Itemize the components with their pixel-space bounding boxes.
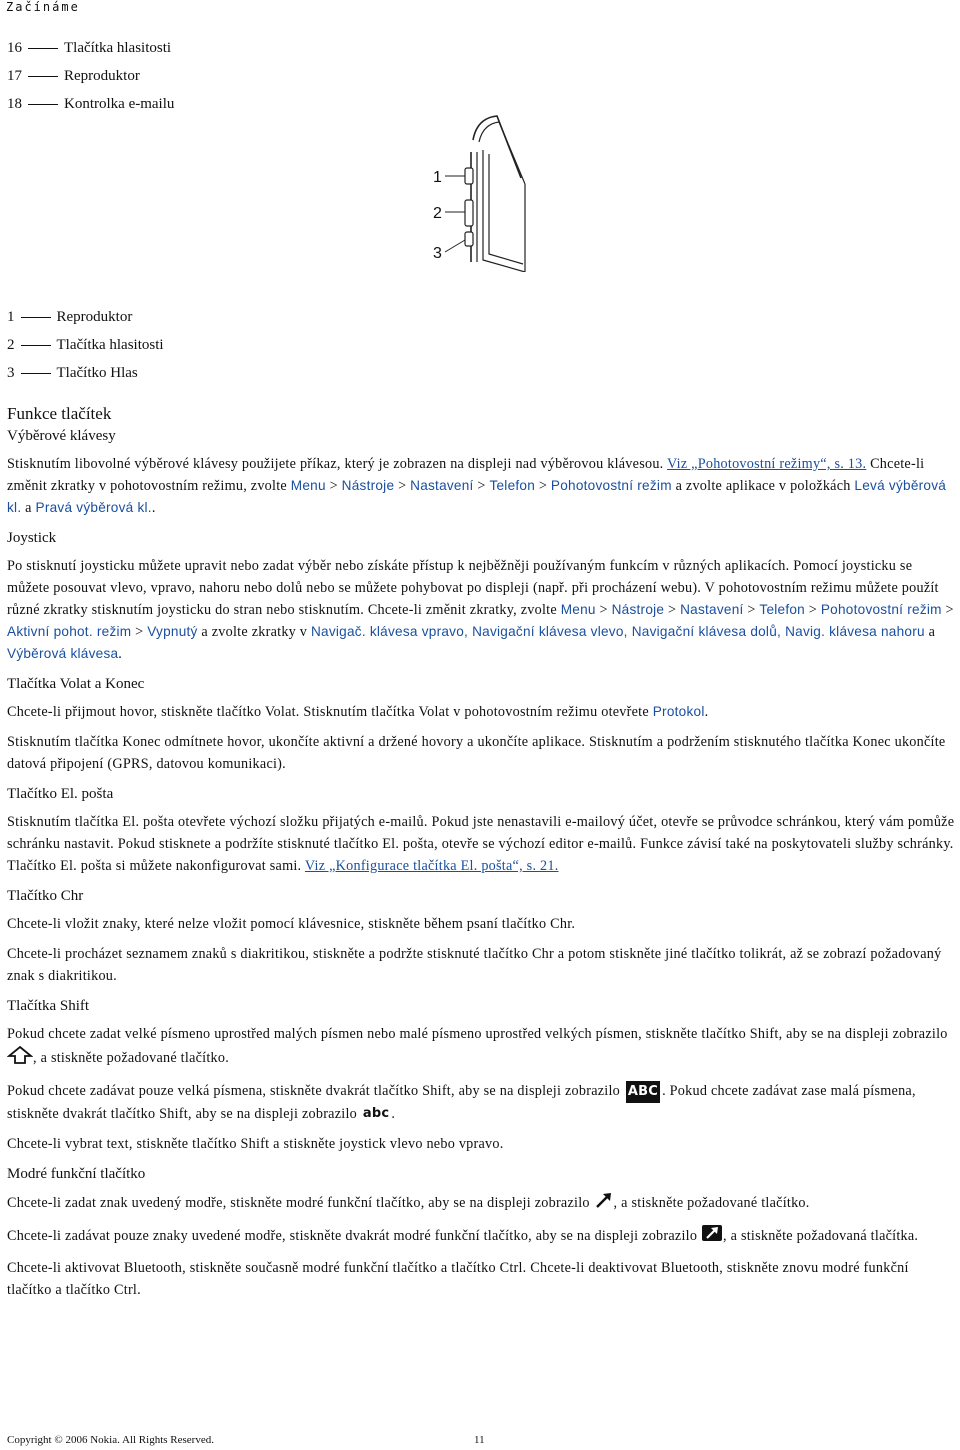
abc-lowercase-icon: abc bbox=[362, 1106, 390, 1122]
paragraph-el-posta: Stisknutím tlačítka El. pošta otevřete výchozí složku přijatých e-mailů. Pokud jste nenastavili e-mailový účet, otevře se průvodce schránkou, který vám pomůže schránku nastavit. Pokud stisknete a podržíte stisknuté tlačítko El. pošta, otevře se výchozí editor e-mailů. Funkce závisí také na poskytovateli služby schránky. Tlačítko El. pošta si můžete nakonfigurovat sami. Viz „Konfigurace tlačítka El. pošta“, s. 21. bbox=[7, 814, 955, 874]
link-pohotovostni-rezimy[interactable]: Viz „Pohotovostní režimy“, s. 13. bbox=[667, 456, 867, 472]
paragraph-chr-1: Chcete-li vložit znaky, které nelze vložit pomocí klávesnice, stiskněte během psaní tlačítko Chr. bbox=[7, 916, 576, 932]
callout-3: 3 bbox=[433, 245, 442, 262]
device-side-illustration bbox=[425, 112, 535, 272]
page-number: 11 bbox=[474, 1434, 485, 1446]
callout-1: 1 bbox=[433, 169, 442, 186]
running-head: Začínáme bbox=[6, 0, 80, 14]
copyright-text: Copyright © 2006 Nokia. All Rights Reserved. bbox=[7, 1434, 214, 1446]
link-konfigurace-el-posta[interactable]: Viz „Konfigurace tlačítka El. pošta“, s. 21. bbox=[304, 858, 559, 874]
list-item: 3 Tlačítko Hlas bbox=[7, 365, 138, 381]
list-item: 17 Reproduktor bbox=[7, 68, 140, 84]
top-callout-list bbox=[7, 34, 174, 118]
blue-function-lock-icon bbox=[701, 1224, 723, 1249]
main-content bbox=[7, 403, 955, 1309]
paragraph-joystick: Po stisknutí joysticku můžete upravit nebo zadat výběr nebo získáte přístup k nejběžněji používaným funkcím v různých aplikacích. Pomocí joysticku se můžete posouvat vlevo, vpravo, nahoru nebo dolů nebo se můžete pohybovat po displeji (např. při procházení webu). V pohotovostním režimu můžete použít různé zkratky stisknutím joysticku do stran nebo stisknutím. Chcete-li změnit zkratky, zvolte Menu > Nástroje > Nastavení > Telefon > Pohotovostní režim > Aktivní pohot. režim > Vypnutý a zvolte zkratky v Navigač. klávesa vpravo, Navigační klávesa vlevo, Navigační klávesa dolů, Navig. klávesa nahoru a Výběrová klávesa. bbox=[7, 558, 954, 662]
list-item: 16 Tlačítka hlasitosti bbox=[7, 40, 172, 56]
shift-icon bbox=[7, 1045, 33, 1072]
callout-2: 2 bbox=[433, 205, 442, 222]
paragraph-modre-2: Chcete-li zadávat pouze znaky uvedené modře, stiskněte dvakrát modré funkční tlačítko, aby se na displeji zobrazilo , a stiskněte požadovaná tlačítka. bbox=[7, 1224, 955, 1249]
blue-function-arrow-icon bbox=[594, 1191, 614, 1216]
subsection-title-modre: Modré funkční tlačítko bbox=[7, 1166, 146, 1183]
paragraph-shift-3: Chcete-li vybrat text, stiskněte tlačítko Shift a stiskněte joystick vlevo nebo vpravo. bbox=[7, 1136, 504, 1153]
list-item: 2 Tlačítka hlasitosti bbox=[7, 337, 164, 353]
paragraph-shift-2: Pokud chcete zadávat pouze velká písmena, stiskněte dvakrát tlačítko Shift, aby se na displeji zobrazilo ABC . Pokud chcete zadávat zase malá písmena, stiskněte dvakrát tlačítko Shift, aby se na displeji zobrazilo abc . bbox=[7, 1080, 955, 1125]
paragraph-modre-1: Chcete-li zadat znak uvedený modře, stiskněte modré funkční tlačítko, aby se na displeji zobrazilo , a stiskněte požadované tlačítko. bbox=[7, 1191, 955, 1216]
paragraph-chr-2: Chcete-li procházet seznamem znaků s diakritikou, stiskněte a podržte stisknuté tlačítko Chr a potom stiskněte jiné tlačítko tolikrát, až se zobrazí požadovaný znak s diakritikou. bbox=[7, 946, 942, 984]
section-title-funkce: Funkce tlačítek bbox=[7, 404, 112, 423]
list-item: 1 Reproduktor bbox=[7, 309, 133, 325]
paragraph-shift-1: Pokud chcete zadat velké písmeno uprostřed malých písmen nebo malé písmeno uprostřed velkých písmen, stiskněte tlačítko Shift, aby se na displeji zobrazilo , a stiskněte požadované tlačítko. bbox=[7, 1023, 955, 1072]
subsection-title-vyberove: Výběrové klávesy bbox=[7, 428, 116, 444]
bottom-callout-list bbox=[7, 303, 164, 387]
paragraph-konec: Stisknutím tlačítka Konec odmítnete hovor, ukončíte aktivní a držené hovory a ukončíte aplikace. Stisknutím a podržením stisknutého tlačítka Konec ukončíte datová připojení (GPRS, datovou komunikaci). bbox=[7, 734, 946, 772]
abc-uppercase-icon: ABC bbox=[626, 1081, 660, 1103]
subsection-title-el-posta: Tlačítko El. pošta bbox=[7, 786, 114, 802]
subsection-title-joystick: Joystick bbox=[7, 530, 57, 546]
paragraph-modre-3: Chcete-li aktivovat Bluetooth, stiskněte současně modré funkční tlačítko a tlačítko Ctrl. Chcete-li deaktivovat Bluetooth, stiskněte znovu modré funkční tlačítko a tlačítko Ctrl. bbox=[7, 1260, 909, 1299]
subsection-title-chr: Tlačítko Chr bbox=[7, 888, 84, 904]
subsection-title-shift: Tlačítka Shift bbox=[7, 998, 90, 1014]
paragraph-vyberove: Stisknutím libovolné výběrové klávesy použijete příkaz, který je zobrazen na displeji nad výběrovou klávesou. Viz „Pohotovostní režimy“, s. 13. Chcete-li změnit zkratky v pohotovostním režimu, zvolte Menu > Nástroje > Nastavení > Telefon > Pohotovostní režim a zvolte aplikace v položkách Levá výběrová kl. a Pravá výběrová kl.. bbox=[7, 456, 947, 516]
paragraph-volat: Chcete-li přijmout hovor, stiskněte tlačítko Volat. Stisknutím tlačítka Volat v pohotovostním režimu otevřete Protokol. bbox=[7, 704, 709, 720]
page-footer bbox=[7, 1434, 947, 1446]
list-item: 18 Kontrolka e-mailu bbox=[7, 96, 175, 112]
subsection-title-volat-konec: Tlačítka Volat a Konec bbox=[7, 676, 145, 692]
